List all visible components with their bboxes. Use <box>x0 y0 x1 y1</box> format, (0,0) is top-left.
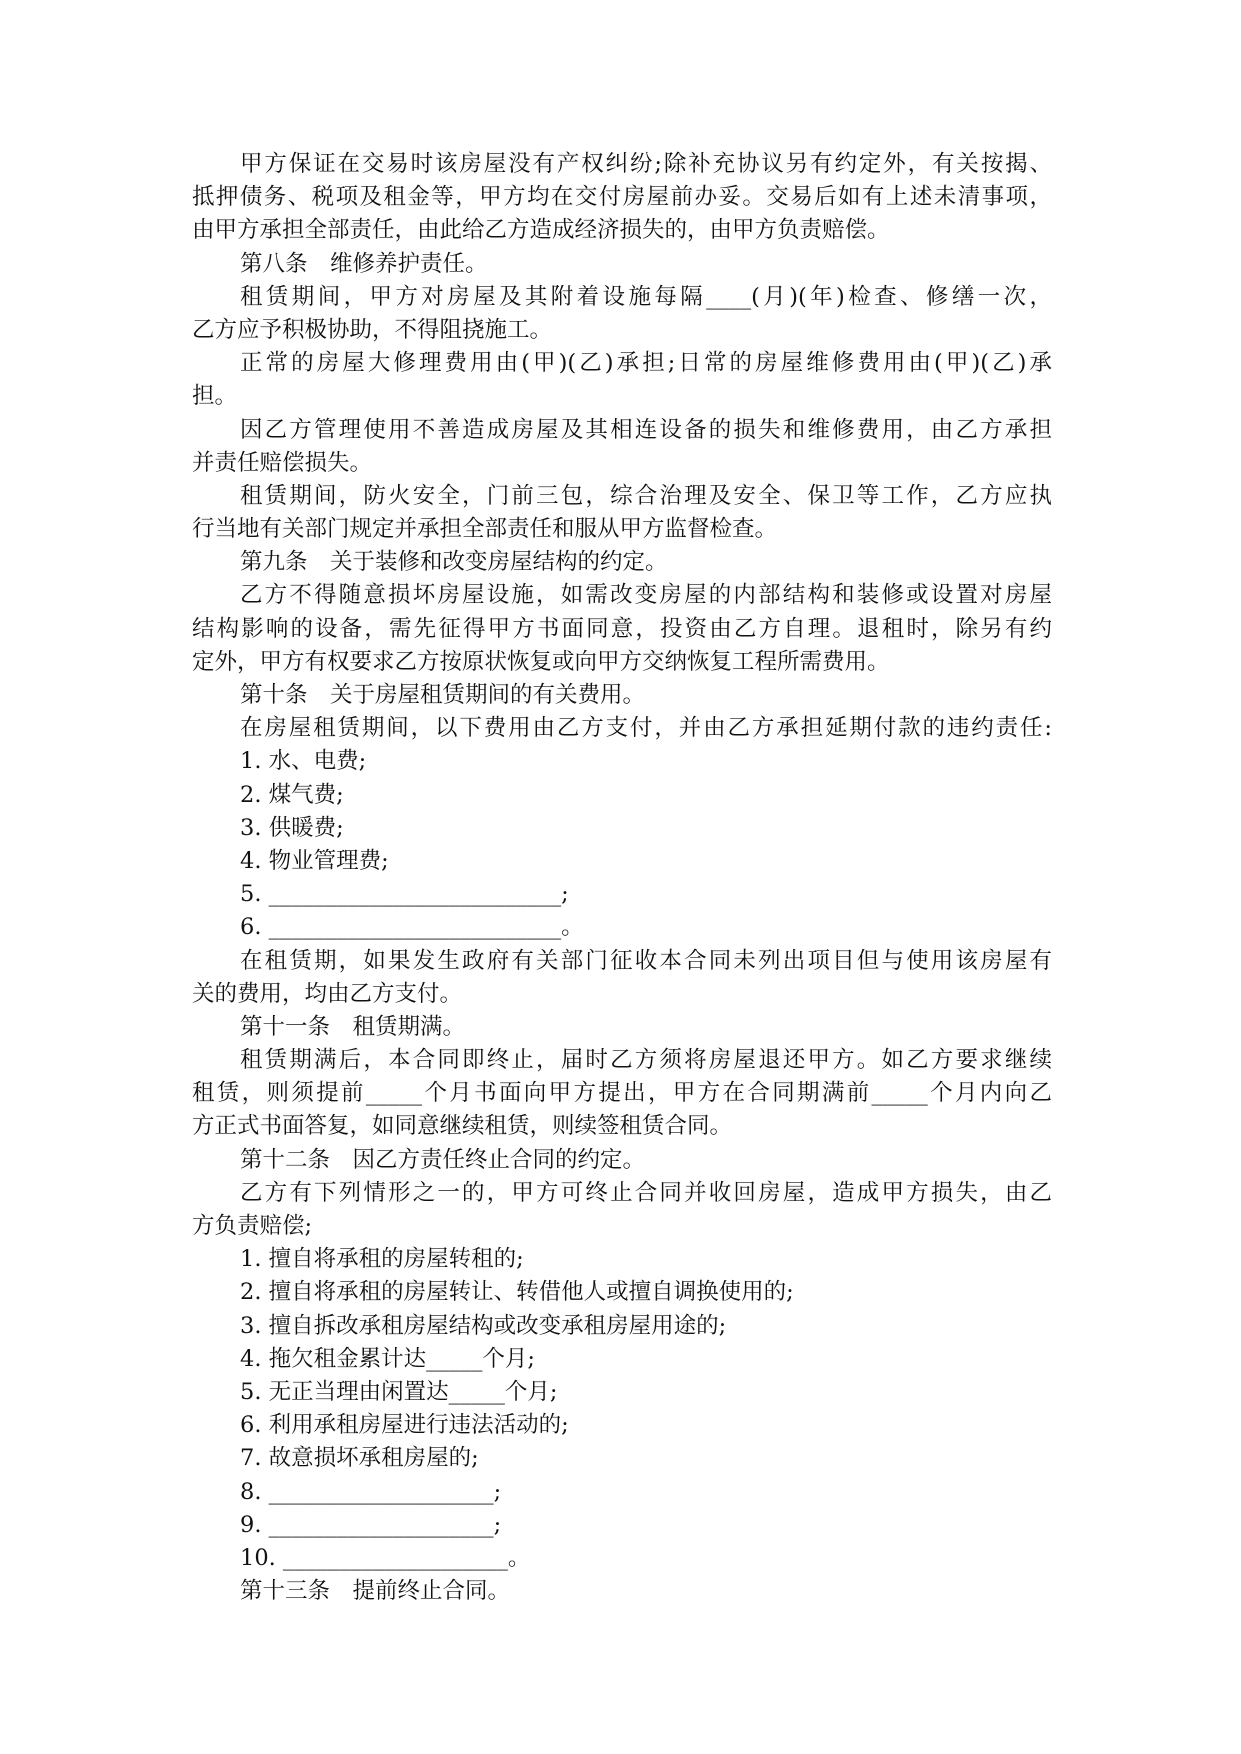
text-line: 乙方不得随意损坏房屋设施，如需改变房屋的内部结构和装修或设置对房屋 <box>240 582 1052 609</box>
text-line: 由甲方承担全部责任，由此给乙方造成经济损失的，由甲方负责赔偿。 <box>192 217 890 244</box>
text-line: 9. ____________________; <box>240 1511 502 1538</box>
text-line: 8. ____________________; <box>240 1478 502 1505</box>
text-line: 6. 利用承租房屋进行违法活动的; <box>240 1412 569 1439</box>
text-line: 5. __________________________; <box>240 881 569 908</box>
text-line: 租赁期满后，本合同即终止，届时乙方须将房屋退还甲方。如乙方要求继续 <box>240 1047 1052 1074</box>
text-line: 租赁期间，防火安全，门前三包，综合治理及安全、保卫等工作，乙方应执 <box>240 482 1052 509</box>
text-line: 结构影响的设备，需先征得甲方书面同意，投资由乙方自理。退租时，除另有约 <box>192 615 1052 642</box>
text-line: 乙方应予积极协助，不得阻挠施工。 <box>192 316 553 343</box>
text-line: 5. 无正当理由闲置达_____个月; <box>240 1378 558 1405</box>
text-line: 4. 拖欠租金累计达_____个月; <box>240 1345 535 1372</box>
text-line: 第八条 维修养护责任。 <box>240 250 488 277</box>
text-line: 2. 擅自将承租的房屋转让、转借他人或擅自调换使用的; <box>240 1279 794 1306</box>
text-line: 租赁期间，甲方对房屋及其附着设施每隔____(月)(年)检查、修缮一次， <box>240 283 1052 310</box>
text-line: 方负责赔偿; <box>192 1213 313 1239</box>
text-line: 3. 擅自拆改承租房屋结构或改变承租房屋用途的; <box>240 1312 727 1339</box>
text-line: 担。 <box>192 383 238 410</box>
text-line: 甲方保证在交易时该房屋没有产权纠纷;除补充协议另有约定外，有关按揭、 <box>240 151 1052 177</box>
text-line: 在租赁期，如果发生政府有关部门征收本合同未列出项目但与使用该房屋有 <box>240 947 1052 974</box>
text-line: 2. 煤气费; <box>240 781 344 808</box>
text-line: 1. 水、电费; <box>240 748 367 775</box>
text-line: 抵押债务、税项及租金等，甲方均在交付房屋前办妥。交易后如有上述未清事项， <box>192 184 1052 211</box>
text-line: 并责任赔偿损失。 <box>192 449 373 476</box>
text-line: 第十二条 因乙方责任终止合同的约定。 <box>240 1146 646 1173</box>
text-line: 在房屋租赁期间，以下费用由乙方支付，并由乙方承担延期付款的违约责任: <box>240 715 1052 742</box>
text-line: 因乙方管理使用不善造成房屋及其相连设备的损失和维修费用，由乙方承担 <box>240 416 1052 443</box>
document-body <box>192 148 1052 1608</box>
text-line: 3. 供暖费; <box>240 814 344 841</box>
text-line: 第十条 关于房屋租赁期间的有关费用。 <box>240 682 646 708</box>
text-line: 1. 擅自将承租的房屋转租的; <box>240 1246 524 1273</box>
text-line: 4. 物业管理费; <box>240 847 389 874</box>
text-line: 方正式书面答复，如同意继续租赁，则续签租赁合同。 <box>192 1113 733 1140</box>
text-line: 关的费用，均由乙方支付。 <box>192 980 463 1007</box>
text-line: 6. __________________________。 <box>240 914 584 941</box>
text-line: 正常的房屋大修理费用由(甲)(乙)承担;日常的房屋维修费用由(甲)(乙)承 <box>240 350 1052 377</box>
text-line: 定外，甲方有权要求乙方按原状恢复或向甲方交纳恢复工程所需费用。 <box>192 648 890 675</box>
text-line: 第九条 关于装修和改变房屋结构的约定。 <box>240 549 668 576</box>
text-line: 7. 故意损坏承租房屋的; <box>240 1445 479 1472</box>
text-line: 租赁，则须提前_____个月书面向甲方提出，甲方在合同期满前_____个月内向乙 <box>192 1080 1052 1107</box>
text-line: 第十一条 租赁期满。 <box>240 1013 466 1040</box>
text-line: 第十三条 提前终止合同。 <box>240 1578 511 1605</box>
text-line: 10. ____________________。 <box>240 1544 531 1571</box>
text-line: 行当地有关部门规定并承担全部责任和服从甲方监督检查。 <box>192 516 778 543</box>
text-line: 乙方有下列情形之一的，甲方可终止合同并收回房屋，造成甲方损失，由乙 <box>240 1179 1052 1206</box>
